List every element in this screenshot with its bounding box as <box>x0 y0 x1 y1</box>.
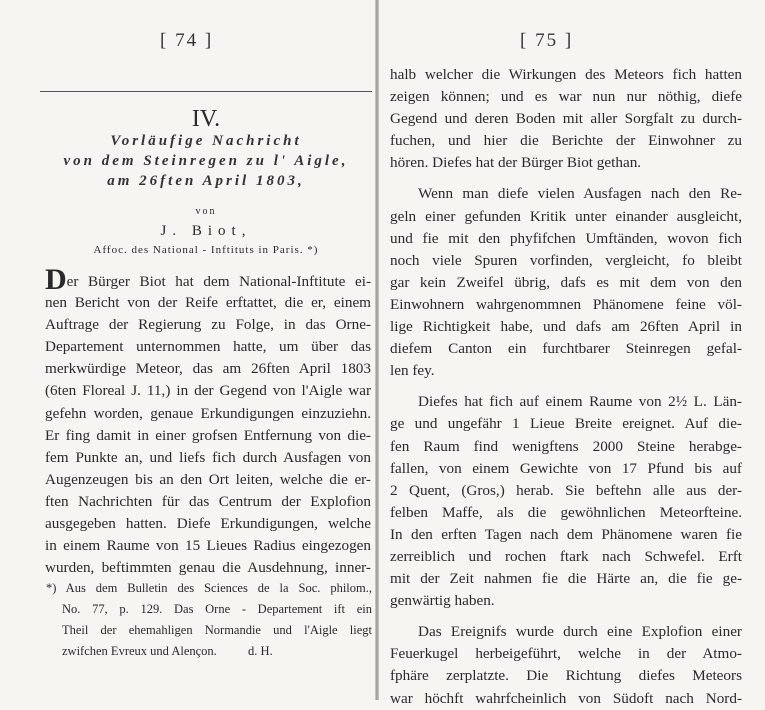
text-line <box>390 665 742 687</box>
text-line-content: halb welcher die Wirkungen des Meteors fich hatten <box>390 66 742 83</box>
text-line-content: zwifchen Evreux und Alençon. d. H. <box>62 644 273 658</box>
text-line-content: mit der Zeit nahmen fie die Härte an, die fie ge- <box>390 570 742 588</box>
text-line <box>390 294 742 316</box>
text-line <box>390 524 742 546</box>
drop-cap: D <box>45 263 67 296</box>
text-line-content: lige Richtigkeit habe, und dafs am 26ften April in <box>390 318 742 336</box>
text-line <box>390 688 742 710</box>
text-line-content: ausgegeben hatten. Diefe Erkundigungen, welche <box>45 515 371 533</box>
text-line-content: zeigen können; und es war nun nur nöthig, diefe <box>390 88 742 106</box>
text-line-content: nen Bericht von der Reife erftattet, die er, einem <box>45 294 371 312</box>
author-affiliation: Affoc. des National - Inftituts in Paris. *) <box>93 244 319 256</box>
text-line-content: fuchen, und hier die Berichte der Einwohner zu <box>390 132 742 150</box>
text-line-content: Einwohnern wahrgenommnen Phänomene feine völ- <box>390 295 742 313</box>
text-line-content: fphäre zerplatzte. Die Richtung diefes Meteors <box>390 667 742 685</box>
text-line-content: Departement unternommen hatte, um über das <box>45 338 371 356</box>
text-line <box>390 360 742 382</box>
text-line <box>390 206 742 228</box>
text-line-content: felben Maffe, als die gewöhnlichen Meteorfteine. <box>390 503 742 521</box>
text-line-content: fen Raum find wenigftens 2000 Steine herabge- <box>390 437 742 455</box>
text-line <box>390 413 742 435</box>
text-line <box>390 250 742 272</box>
text-line <box>45 403 371 425</box>
author-name: J. Biot, <box>160 223 252 239</box>
text-line <box>390 86 742 108</box>
text-line <box>390 108 742 130</box>
text-line <box>45 491 371 513</box>
text-line-content: Gegend und deren Boden mit aller Sorgfalt zu durch- <box>390 110 742 128</box>
text-line <box>390 338 742 360</box>
text-line <box>62 620 372 641</box>
text-line-content: und fie mit den phyfifchen Umftänden, wovon fich <box>390 229 742 247</box>
page-number-left: [ 74 ] <box>160 30 214 51</box>
text-line-content: ften Nachrichten für das Centrum der Explofion <box>45 492 371 510</box>
paragraph <box>390 621 742 709</box>
text-line <box>390 568 742 590</box>
text-line <box>62 641 372 662</box>
left-body-text <box>45 263 371 579</box>
text-line <box>45 380 371 402</box>
text-line <box>390 316 742 338</box>
text-line <box>45 336 371 358</box>
paragraph <box>390 64 742 174</box>
text-line-content: Auftrage der Regierung zu Folge, in das Orne- <box>45 316 371 334</box>
text-line-content: hören. Diefes hat der Bürger Biot gethan. <box>390 154 642 172</box>
text-line-content: wurden, beftimmten genau die Ausdehnung, inner- <box>45 559 371 577</box>
text-line-content: fem Punkte an, und liefs fich durch Ausfagen von <box>45 448 371 466</box>
left-page <box>0 0 376 700</box>
text-line <box>45 292 371 314</box>
text-line-content: in einem Raume von 15 Lieues Radius eingezogen <box>45 537 371 555</box>
text-line-content: gefehn worden, genaue Erkundigungen einzuziehn. <box>45 404 371 422</box>
byline-von: von <box>195 206 217 217</box>
text-line <box>45 469 371 491</box>
text-line <box>45 358 371 380</box>
text-line-content: Das Ereignifs wurde durch eine Explofion einer <box>418 623 742 641</box>
text-line <box>390 152 742 174</box>
text-line-content: gar kein Zweifel übrig, dafs es mit dem von den <box>390 273 742 291</box>
header-rule <box>40 91 372 92</box>
text-line-content: er Bürger Biot hat dem National-Inftitute ei- <box>66 273 371 290</box>
paragraph-gap <box>390 612 742 621</box>
text-line <box>390 391 742 413</box>
text-line-content: Wenn man diefe vielen Ausfagen nach den Re- <box>418 185 742 203</box>
right-page <box>380 0 765 707</box>
footnote <box>46 578 372 662</box>
text-line <box>390 643 742 665</box>
text-line <box>390 480 742 502</box>
text-line <box>45 263 371 296</box>
text-line <box>45 535 371 557</box>
text-line-content: Augenzeugen bis an den Ort leiten, welche die er- <box>45 470 371 488</box>
text-line-content: ge und ungefähr 1 Lieue Breite ereignet. Auf die- <box>390 415 742 433</box>
text-line-content: zerreiblich und rochen ftark nach Schwefel. Erft <box>390 547 742 565</box>
text-line <box>390 458 742 480</box>
text-line <box>390 436 742 458</box>
text-line-content: fallen, von einem Gewichte von 17 Pfund bis auf <box>390 459 742 477</box>
text-line-content: Er fing damit in einer grofsen Entfernung von die- <box>45 426 371 444</box>
right-body-text <box>390 64 742 710</box>
text-line-content: *) Aus dem Bulletin des Sciences de la Soc. philom., <box>46 581 372 595</box>
article-title-line: Vorläufige Nachricht <box>110 133 302 149</box>
text-line-content: Diefes hat fich auf einem Raume von 2½ L. Län- <box>418 393 742 411</box>
text-line-content: (6ten Floreal J. 11,) in der Gegend von l'Aigle war <box>45 382 371 400</box>
text-line-content: genwärtig haben. <box>390 592 495 610</box>
article-title-line: am 26ften April 1803, <box>107 173 305 189</box>
text-line <box>390 130 742 152</box>
text-line <box>45 314 371 336</box>
text-line-content: war höchft wahrfcheinlich von Südoft nach Nord- <box>390 689 742 707</box>
text-line-content: Feuerkugel herbeigeführt, welche in der Atmo- <box>390 645 742 663</box>
paragraph-gap <box>390 174 742 183</box>
text-line <box>45 513 371 535</box>
paragraph-gap <box>390 382 742 391</box>
text-line <box>390 590 742 612</box>
text-line-content: No. 77, p. 129. Das Orne - Departement ift ein <box>62 602 372 616</box>
text-line-content: merkwürdige Meteor, das am 26ften April 1803 <box>45 360 371 378</box>
text-line-content: 2 Quent, (Gros,) herab. Sie beftehn alle aus der- <box>390 481 742 499</box>
text-line <box>62 599 372 620</box>
text-line-content: Theil der ehemahligen Normandie und l'Aigle liegt <box>62 623 372 637</box>
text-line-content: geln einer gefunden Kritik unter einander ausgleicht, <box>390 207 742 225</box>
text-line-content: noch viele Spuren vorfinden, vergleicht, fo bleibt <box>390 251 742 269</box>
page-number-right: [ 75 ] <box>520 30 574 51</box>
text-line-content: len fey. <box>390 362 435 380</box>
paragraph <box>390 391 742 612</box>
text-line <box>45 557 371 579</box>
text-line-content: diefem Canton ein furchtbarer Steinregen gefal- <box>390 340 742 358</box>
text-line <box>45 425 371 447</box>
text-line <box>390 621 742 643</box>
text-line <box>390 546 742 568</box>
text-line-content: In den erften Tagen nach dem Phänomene waren fie <box>390 525 742 543</box>
text-line <box>390 183 742 205</box>
article-title-line: von dem Steinregen zu l' Aigle, <box>63 153 349 169</box>
text-line <box>45 447 371 469</box>
text-line <box>46 578 372 599</box>
chapter-number: IV. <box>191 106 221 132</box>
paragraph <box>390 183 742 382</box>
book-spine <box>375 0 379 700</box>
text-line <box>390 228 742 250</box>
text-line <box>390 272 742 294</box>
text-line <box>390 502 742 524</box>
text-line <box>390 64 742 86</box>
